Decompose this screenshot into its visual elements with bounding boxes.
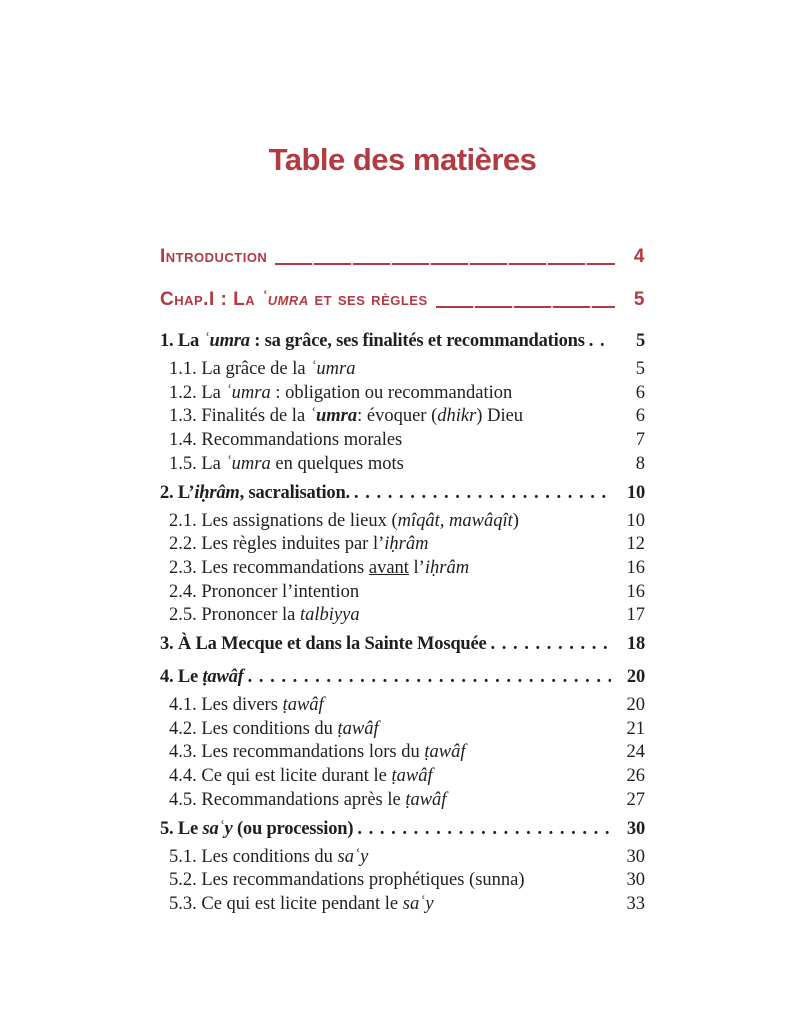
toc-row	[160, 382, 645, 406]
toc-leader	[589, 329, 611, 354]
table-of-contents	[160, 245, 645, 917]
toc-entry-label: 5.3. Ce qui est licite pendant le saʿy	[169, 893, 434, 914]
toc-entry-label: 5.1. Les conditions du saʿy	[169, 846, 369, 867]
toc-entry-label: 4. Le ṭawâf	[160, 667, 244, 688]
toc-row	[160, 329, 645, 354]
toc-page-number: 17	[626, 605, 645, 626]
toc-page-number: 10	[626, 482, 645, 503]
toc-row	[160, 632, 645, 657]
toc-row	[160, 718, 645, 742]
toc-row	[160, 358, 645, 382]
toc-row	[160, 846, 645, 870]
toc-row	[160, 817, 645, 842]
toc-page-number: 30	[626, 870, 645, 891]
toc-row	[160, 288, 645, 311]
toc-page-number: 6	[635, 406, 645, 427]
toc-row	[160, 694, 645, 718]
toc-entry-label: Chap.I : La ʿumra et ses règles	[160, 289, 428, 310]
toc-entry-label: 1.2. La ʿumra : obligation ou recommandation	[169, 382, 513, 403]
toc-entry-label: 2.2. Les règles induites par l’iḥrâm	[169, 534, 429, 555]
toc-page-number: 26	[626, 766, 645, 787]
toc-entry-label: 1.3. Finalités de la ʿumra: évoquer (dhikr) Dieu	[169, 406, 524, 427]
toc-entry-label: Introduction	[160, 246, 268, 267]
toc-row	[160, 869, 645, 893]
toc-row	[160, 405, 645, 429]
toc-row	[160, 893, 645, 917]
toc-page-number: 18	[626, 634, 645, 655]
toc-row	[160, 533, 645, 557]
toc-row	[160, 557, 645, 581]
toc-entry-label: 4.3. Les recommandations lors du ṭawâf	[169, 742, 466, 763]
toc-page-number: 30	[626, 846, 645, 867]
toc-row	[160, 765, 645, 789]
toc-page-number: 20	[626, 695, 645, 716]
toc-leader	[357, 817, 611, 842]
toc-row	[160, 429, 645, 453]
toc-entry-label: 2.4. Prononcer l’intention	[169, 581, 360, 602]
toc-entry-label: 1.1. La grâce de la ʿumra	[169, 359, 356, 379]
toc-entry-label: 1. La ʿumra : sa grâce, ses finalités et recommandations	[160, 331, 585, 351]
toc-leader	[275, 263, 615, 266]
toc-row	[160, 789, 645, 813]
toc-entry-label: 1.5. La ʿumra en quelques mots	[169, 453, 404, 474]
toc-page-number: 16	[626, 557, 645, 578]
toc-page-number: 20	[626, 667, 645, 688]
toc-entry-label: 2.1. Les assignations de lieux (mîqât, mawâqît)	[169, 510, 519, 531]
toc-entry-label: 4.1. Les divers ṭawâf	[169, 695, 324, 716]
toc-row	[160, 665, 645, 690]
toc-page-number: 5	[635, 359, 645, 379]
toc-page-number: 8	[635, 453, 645, 474]
toc-entry-label: 5.2. Les recommandations prophétiques (sunna)	[169, 870, 525, 891]
toc-leader	[248, 665, 611, 690]
toc-page-number: 6	[635, 382, 645, 403]
toc-entry-label: 3. À La Mecque et dans la Sainte Mosquée	[160, 634, 487, 655]
toc-page-number: 5	[635, 331, 645, 351]
toc-entry-label: 5. Le saʿy (ou procession)	[160, 818, 354, 839]
toc-row	[160, 604, 645, 628]
toc-entry-label: 4.4. Ce qui est licite durant le ṭawâf	[169, 766, 433, 787]
toc-row	[160, 581, 645, 605]
toc-page-number: 30	[626, 818, 645, 839]
toc-row	[160, 453, 645, 477]
toc-page-number: 21	[626, 718, 645, 739]
toc-entry-label: 4.5. Recommandations après le ṭawâf	[169, 789, 447, 810]
toc-entry-label: 2.3. Les recommandations avant l’iḥrâm	[169, 557, 470, 578]
toc-page-number: 16	[626, 581, 645, 602]
toc-page-number: 12	[626, 534, 645, 555]
toc-page-number: 10	[626, 510, 645, 531]
toc-entry-label: 2. L’iḥrâm, sacralisation.	[160, 482, 350, 503]
toc-entry-label: 4.2. Les conditions du ṭawâf	[169, 718, 379, 739]
toc-page-number: 5	[633, 289, 645, 310]
toc-leader	[436, 306, 615, 309]
toc-row	[160, 481, 645, 506]
toc-page-number: 7	[635, 430, 645, 451]
toc-entry-label: 2.5. Prononcer la talbiyya	[169, 605, 360, 626]
toc-page-number: 33	[626, 893, 645, 914]
toc-page-number: 4	[633, 246, 645, 267]
toc-row	[160, 510, 645, 534]
toc-entry-label: 1.4. Recommandations morales	[169, 430, 403, 451]
toc-page-number: 24	[626, 742, 645, 763]
toc-leader	[354, 481, 611, 506]
toc-row	[160, 245, 645, 268]
toc-row	[160, 741, 645, 765]
page-title: Table des matières	[268, 142, 537, 177]
toc-page-number: 27	[626, 789, 645, 810]
toc-leader	[491, 632, 611, 657]
